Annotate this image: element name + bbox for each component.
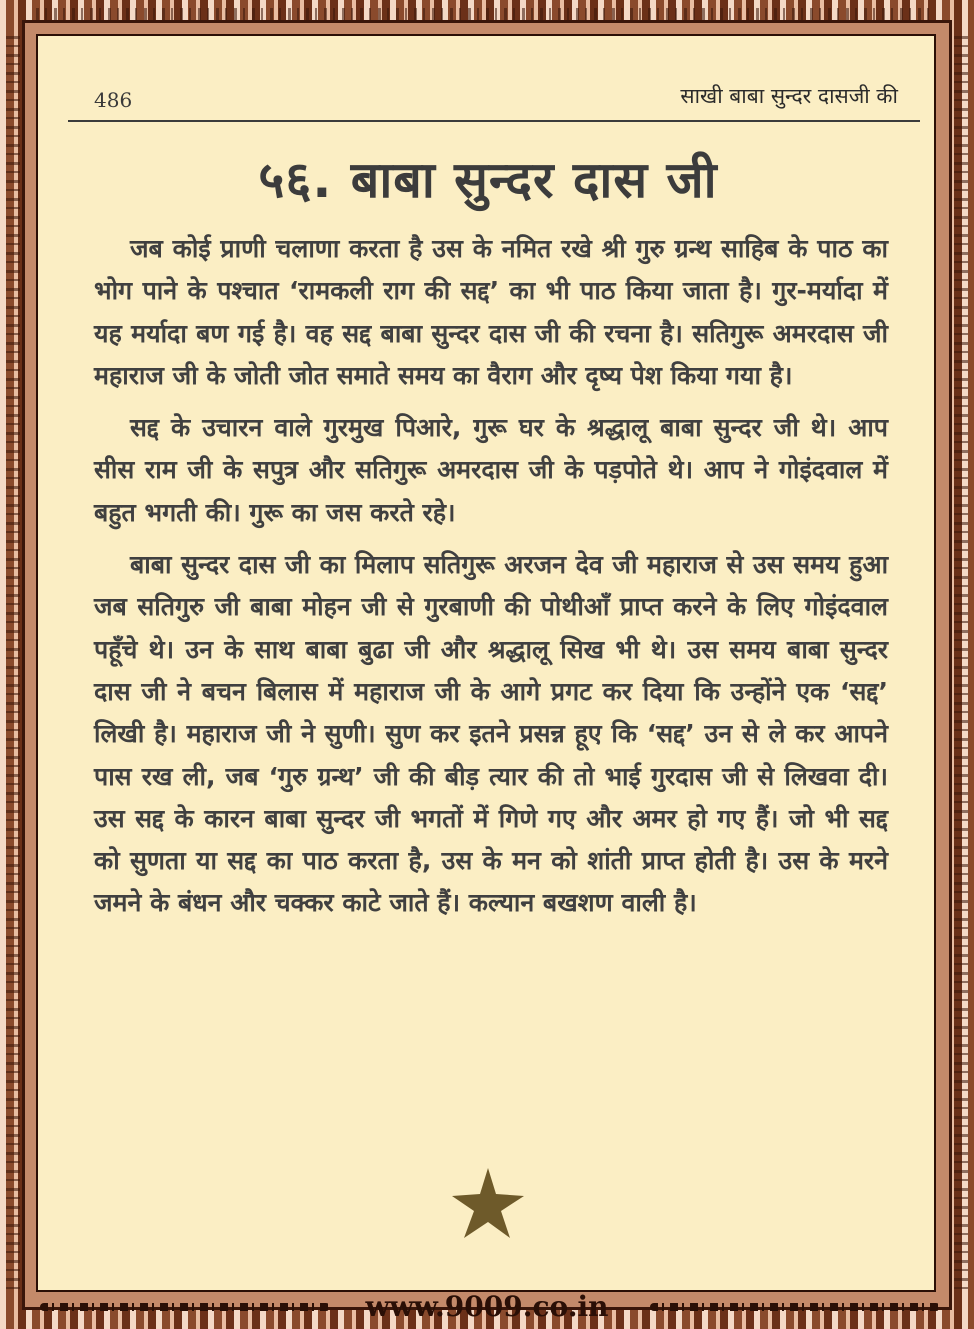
frame-ornament-left <box>6 36 20 1292</box>
header-rule <box>68 120 920 122</box>
star-icon <box>450 1166 526 1240</box>
body-text <box>94 228 888 935</box>
frame-ornament-right <box>954 36 968 1292</box>
frame-ornament-top <box>36 8 936 22</box>
page-number: 486 <box>94 88 133 112</box>
paragraph-2: सद्द के उचारन वाले गुरमुख पिआरे, गुरू घर के श्रद्धालू बाबा सुन्दर जी थे। आप सीस राम जी के सपुत्र और सतिगुरू अमरदास जी के पड़पोते थे। आप ने गोइंदवाल में बहुत भगती की। गुरू का जस करते रहे। <box>94 413 888 527</box>
paragraph-1: जब कोई प्राणी चलाणा करता है उस के नमित रखे श्री गुरु ग्रन्थ साहिब के पाठ का भोग पाने के पश्चात ‘रामकली राग की सद्द’ का भी पाठ किया जाता है। गुर-मर्यादा में यह मर्यादा बण गई है। वह सद्द बाबा सुन्दर दास जी की रचना है। सतिगुरू अमरदास जी महाराज जी के जोती जोत समाते समय का वैराग और दृष्य पेश किया गया है। <box>94 234 888 390</box>
running-title: साखी बाबा सुन्दर दासजी की <box>680 84 898 108</box>
chapter-title: ५६. बाबा सुन्दर दास जी <box>258 151 718 209</box>
footer-website: www.9009.co.in <box>365 1290 609 1323</box>
book-page <box>36 34 936 1292</box>
paragraph-3: बाबा सुन्दर दास जी का मिलाप सतिगुरू अरजन देव जी महाराज से उस समय हुआ जब सतिगुरु जी बाबा मोहन जी से गुरबाणी की पोथीआँ प्राप्त करने के लिए गोइंदवाल पहूँचे थे। उन के साथ बाबा बुढा जी और श्रद्धालू सिख भी थे। उस समय बाबा सुन्दर दास जी ने बचन बिलास में महाराज जी के आगे प्रगट कर दिया कि उन्होंने एक ‘सद्द’ लिखी है। महाराज जी ने सुणी। सुण कर इतने प्रसन्न हूए कि ‘सद्द’ उन से ले कर आपने पास रख ली, जब ‘गुरु ग्रन्थ’ जी की बीड़ त्यार की तो भाई गुरदास जी से लिखवा दी। उस सद्द के कारन बाबा सुन्दर जी भगतों में गिणे गए और अमर हो गए हैं। जो भी सद्द को सुणता या सद्द का पाठ करता है, उस के मन को शांती प्राप्त होती है। उस के मरने जमने के बंधन और चक्कर काटे जाते हैं। कल्यान बखशण वाली है। <box>94 550 888 918</box>
